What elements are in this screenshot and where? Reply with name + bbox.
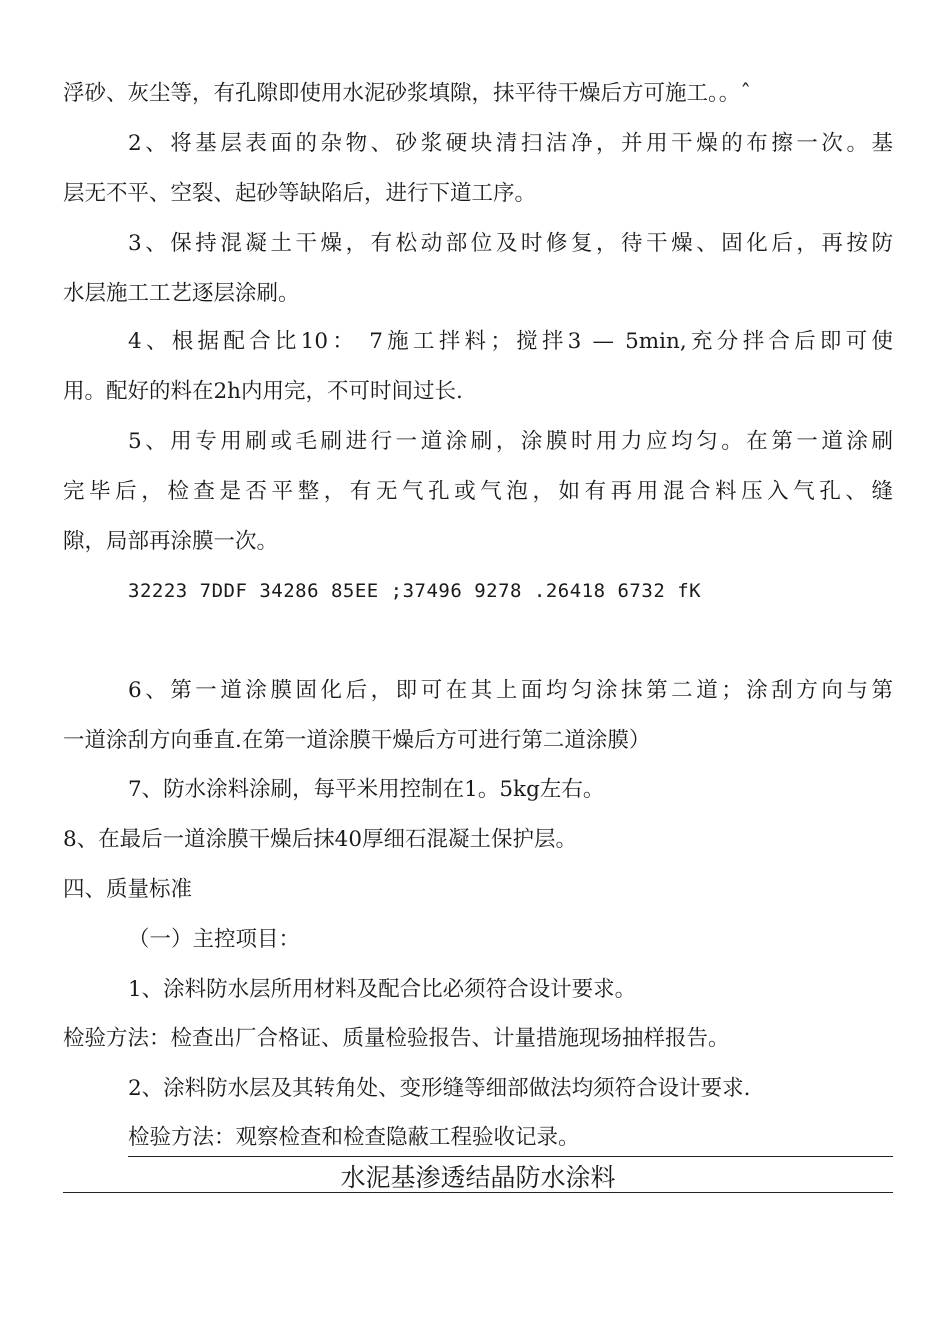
text-line: 浮砂、灰尘等，有孔隙即使用水泥砂浆填隙，抹平待干燥后方可施工。。ˆ xyxy=(63,81,752,106)
paragraph-2-line-1: 2、将基层表面的杂物、砂浆硬块清扫洁净，并用干燥的布擦一次。基 xyxy=(128,131,893,156)
paragraph-2-line-2: 层无不平、空裂、起砂等缺陷后，进行下道工序。 xyxy=(63,181,537,206)
paragraph-4-line-2: 用。配好的料在2h内用完，不可时间过长. xyxy=(63,379,463,404)
paragraph-5-line-2: 完毕后，检查是否平整，有无气孔或气泡，如有再用混合料压入气孔、缝 xyxy=(63,479,893,504)
footer-top-rule xyxy=(128,1156,893,1157)
code-string: 32223 7DDF 34286 85EE ;37496 9278 .26418 6732 fK xyxy=(128,580,702,602)
section-heading: 四、质量标准 xyxy=(63,877,193,902)
paragraph-5-line-1: 5、用专用刷或毛刷进行一道涂刷，涂膜时用力应均匀。在第一道涂刷 xyxy=(128,429,893,454)
paragraph-8: 8、在最后一道涂膜干燥后抹40厚细石混凝土保护层。 xyxy=(63,827,578,852)
paragraph-6-line-2: 一道涂刮方向垂直.在第一道涂膜干燥后方可进行第二道涂膜） xyxy=(63,728,651,753)
inspection-method-2: 检验方法：观察检查和检查隐蔽工程验收记录。 xyxy=(128,1125,580,1150)
paragraph-3-line-1: 3、保持混凝土干燥，有松动部位及时修复，待干燥、固化后，再按防 xyxy=(128,231,893,256)
paragraph-5-line-3: 隙，局部再涂膜一次。 xyxy=(63,529,279,554)
paragraph-4-line-1: 4、根据配合比10： 7施工拌料；搅拌3 — 5min,充分拌合后即可使 xyxy=(128,329,893,354)
paragraph-7: 7、防水涂料涂刷，每平米用控制在1。5kg左右。 xyxy=(128,777,605,802)
footer-title: 水泥基渗透结晶防水涂料 xyxy=(340,1163,616,1192)
footer-bottom-rule xyxy=(63,1192,893,1193)
paragraph-3-line-2: 水层施工工艺逐层涂刷。 xyxy=(63,281,300,306)
paragraph-6-line-1: 6、第一道涂膜固化后，即可在其上面均匀涂抹第二道；涂刮方向与第 xyxy=(128,678,893,703)
inspection-method-1: 检验方法：检查出厂合格证、质量检验报告、计量措施现场抽样报告。 xyxy=(63,1026,730,1051)
item-2: 2、涂料防水层及其转角处、变形缝等细部做法均须符合设计要求. xyxy=(128,1076,751,1101)
item-1: 1、涂料防水层所用材料及配合比必须符合设计要求。 xyxy=(128,977,637,1002)
subsection-heading: （一）主控项目： xyxy=(128,927,301,952)
